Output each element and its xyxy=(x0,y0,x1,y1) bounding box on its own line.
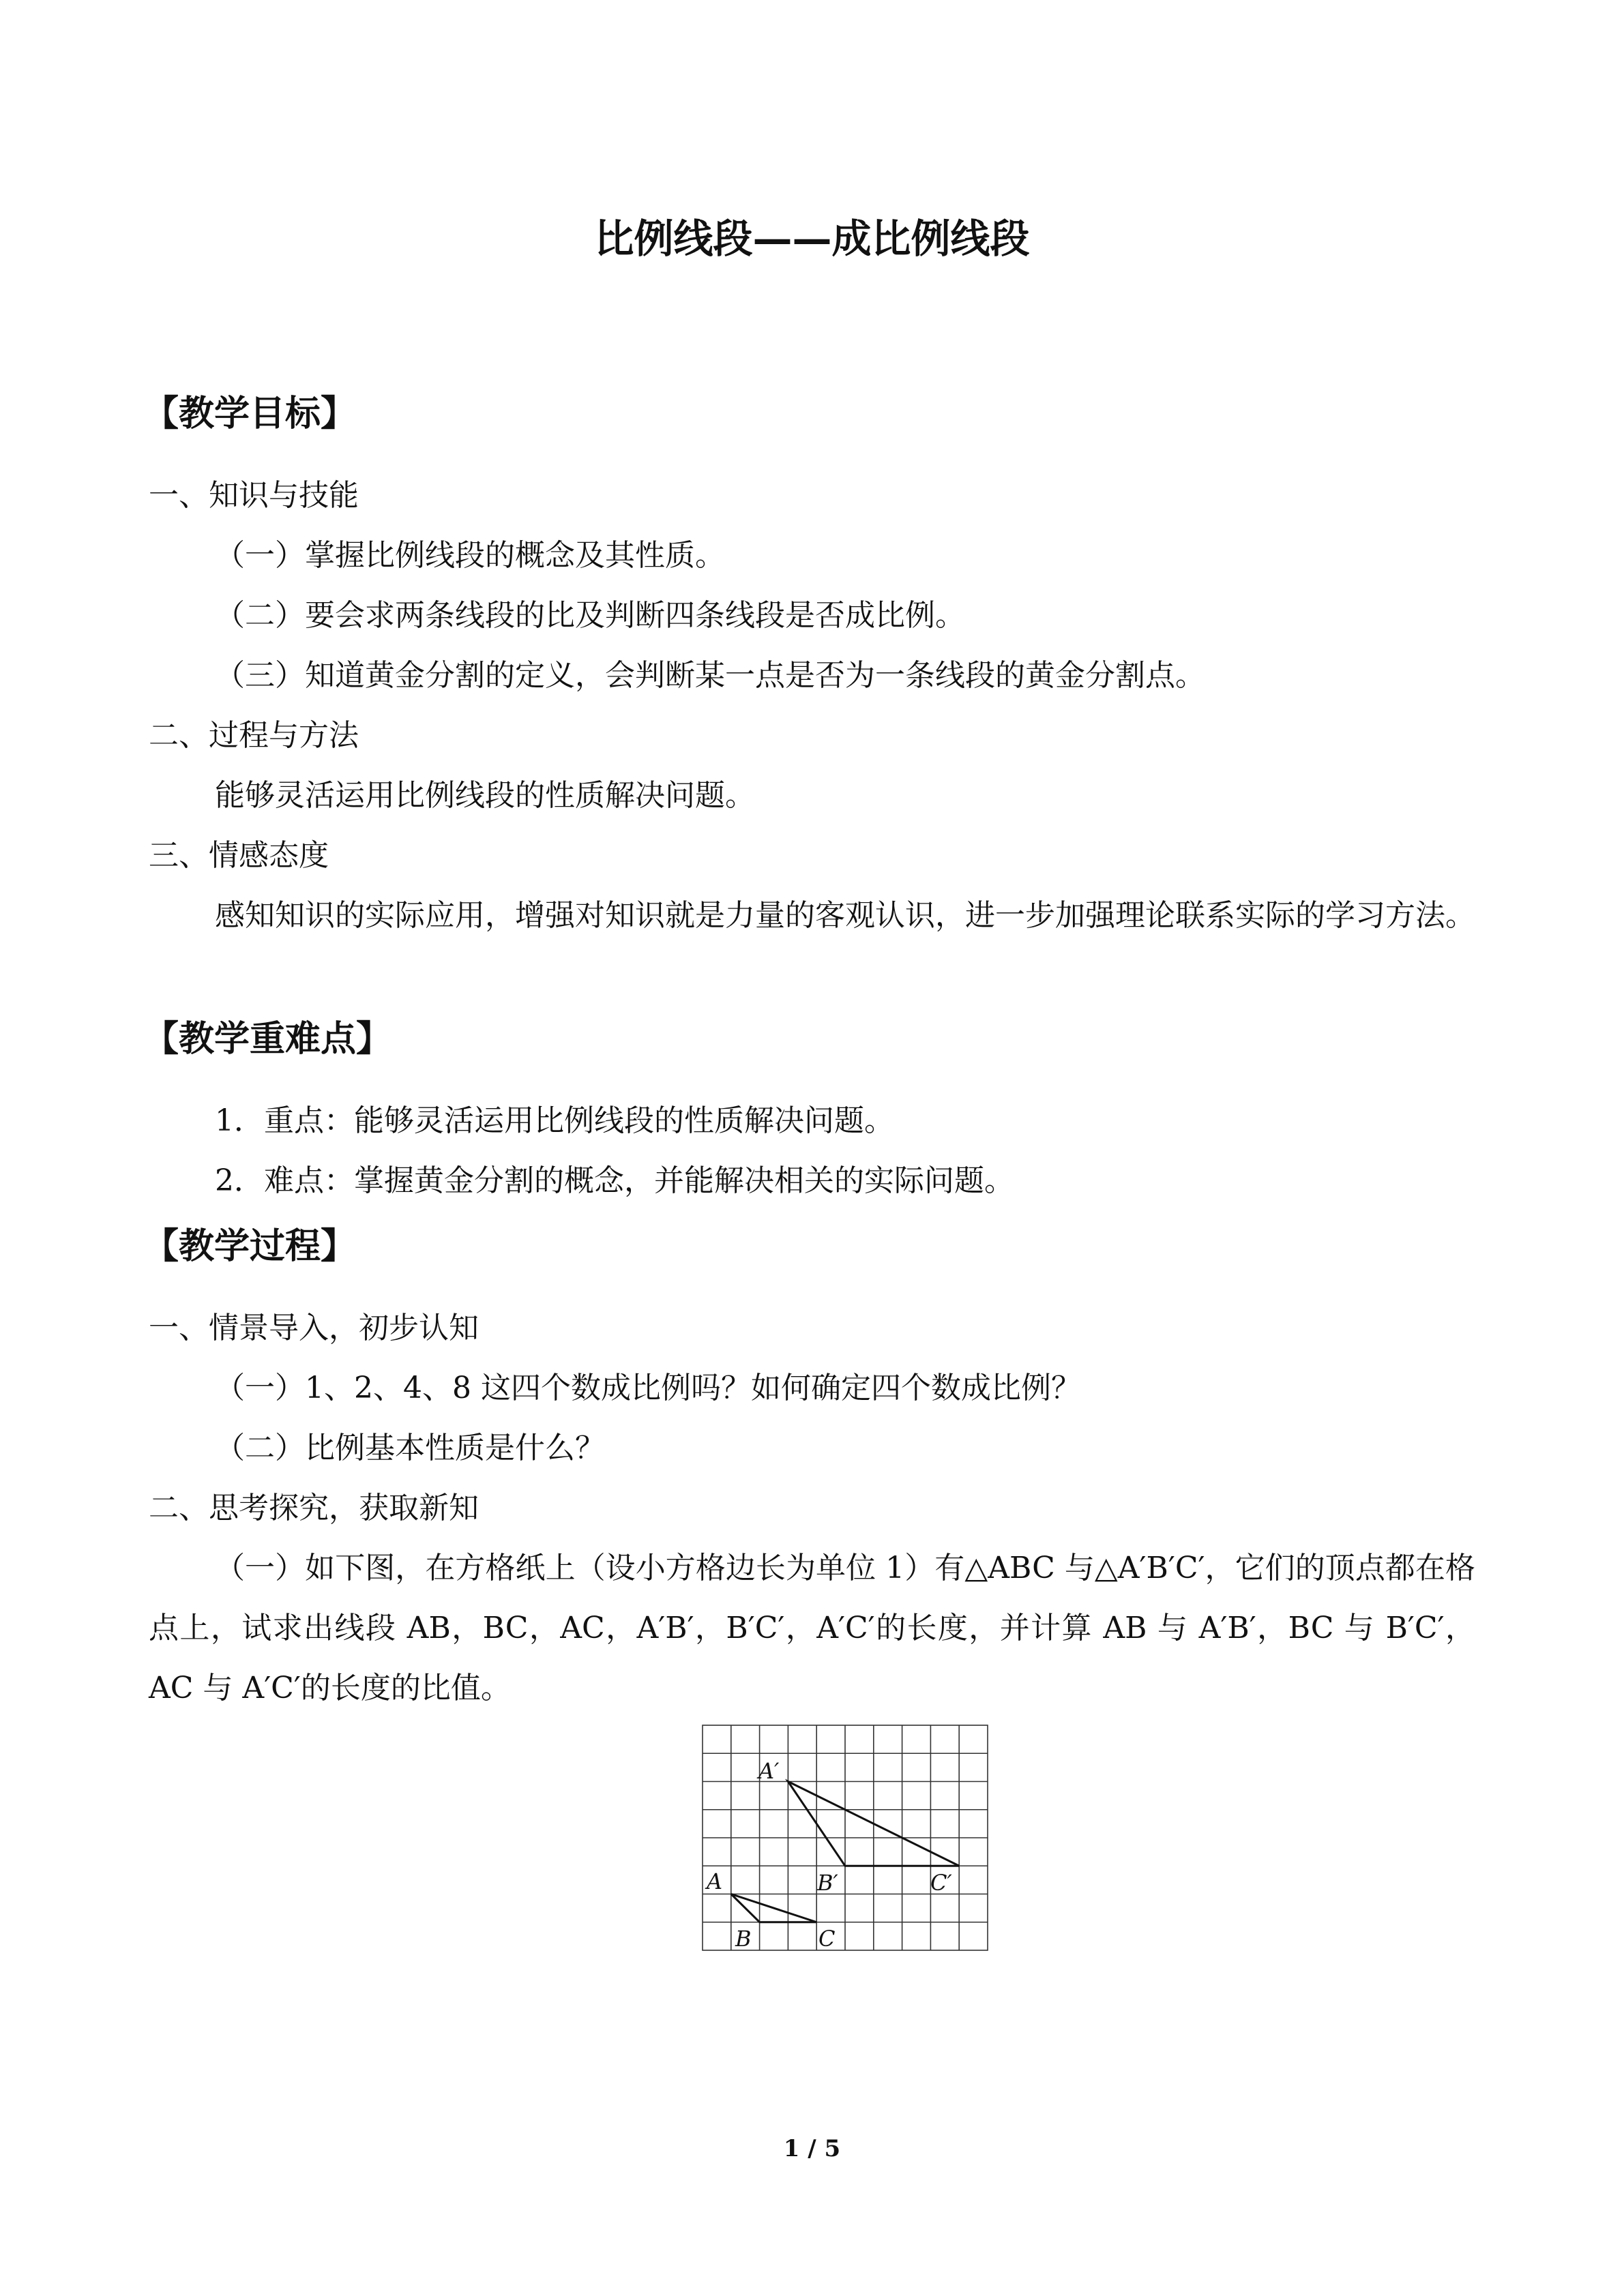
keypoint-item-1: 1．重点：能够灵活运用比例线段的性质解决问题。 xyxy=(215,1103,894,1138)
objective-item-2: （二）要会求两条线段的比及判断四条线段是否成比例。 xyxy=(215,598,965,633)
label-b: B xyxy=(735,1926,752,1952)
keypoint-item-2: 2．难点：掌握黄金分割的概念，并能解决相关的实际问题。 xyxy=(215,1163,1014,1198)
label-a-prime: A′ xyxy=(758,1758,780,1784)
objective-item-3: （三）知道黄金分割的定义，会判断某一点是否为一条线段的黄金分割点。 xyxy=(215,658,1205,693)
label-a: A xyxy=(707,1868,723,1894)
label-attitude: 三、情感态度 xyxy=(149,838,329,873)
label-process: 二、过程与方法 xyxy=(149,718,359,753)
grid-figure-svg xyxy=(696,1718,996,1957)
heading-process: 【教学过程】 xyxy=(143,1226,357,1267)
heading-objectives: 【教学目标】 xyxy=(143,393,357,434)
label-intro: 一、情景导入，初步认知 xyxy=(149,1311,479,1345)
process-text: 能够灵活运用比例线段的性质解决问题。 xyxy=(215,778,755,813)
intro-item-1: （一）1、2、4、8 这四个数成比例吗？如何确定四个数成比例？ xyxy=(215,1371,1081,1405)
page-number: 1 / 5 xyxy=(783,2135,841,2162)
label-c: C xyxy=(818,1926,836,1952)
objective-item-1: （一）掌握比例线段的概念及其性质。 xyxy=(215,538,725,573)
intro-item-2: （二）比例基本性质是什么？ xyxy=(215,1431,605,1465)
grid-lines xyxy=(703,1725,988,1950)
grid-figure xyxy=(696,1718,996,1957)
label-b-prime: B′ xyxy=(817,1870,838,1896)
label-knowledge: 一、知识与技能 xyxy=(149,478,359,513)
attitude-text: 感知知识的实际应用，增强对知识就是力量的客观认识，进一步加强理论联系实际的学习方法。 xyxy=(215,898,1475,933)
heading-keypoints: 【教学重难点】 xyxy=(143,1019,392,1060)
page-title: 比例线段——成比例线段 xyxy=(594,215,1030,262)
explore-text: （一）如下图，在方格纸上（设小方格边长为单位 1）有△ABC 与△A′B′C′，它们的顶点都在格点上，试求出线段 AB，BC，AC，A′B′，B′C′，A′C′的长度，并计算 AB 与 A′B′，BC 与 B′C′，AC 与 A′C′的长度的比值。 xyxy=(149,1551,1475,1705)
triangle-abc xyxy=(731,1894,816,1922)
label-explore: 二、思考探究，获取新知 xyxy=(149,1491,479,1525)
label-c-prime: C′ xyxy=(930,1870,952,1896)
